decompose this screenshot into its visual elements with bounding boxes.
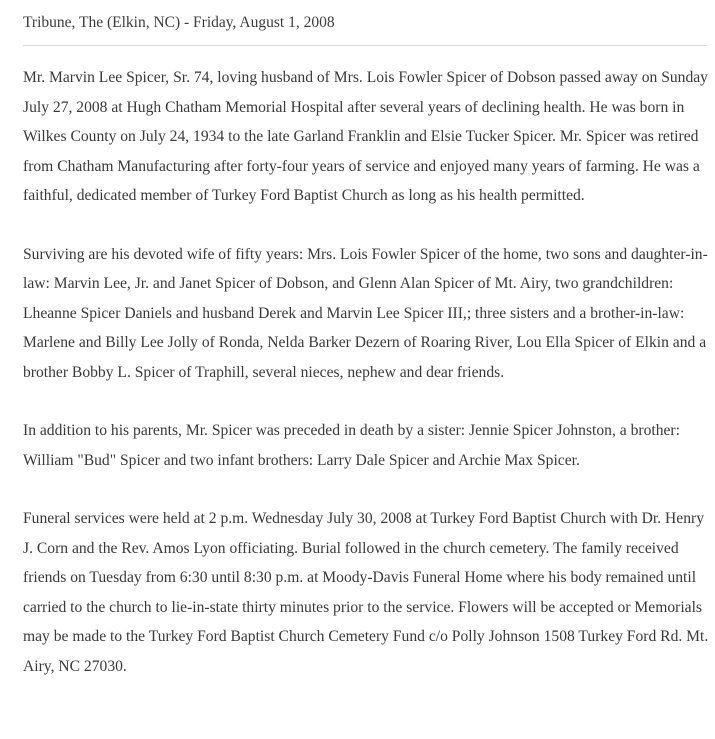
- obituary-body: [23, 63, 713, 681]
- paragraph-preceded: In addition to his parents, Mr. Spicer was preceded in death by a sister: Jennie Spicer Johnston, a brother: William "Bud" Spicer and two infant brothers: Larry Dale Spicer and Archie Max Spicer.: [23, 422, 680, 469]
- paragraph-funeral: Funeral services were held at 2 p.m. Wednesday July 30, 2008 at Turkey Ford Baptist Church with Dr. Henry J. Corn and the Rev. Amos Lyon officiating. Burial followed in the church cemetery. The family received friends on Tuesday from 6:30 until 8:30 p.m. at Moody-Davis Funeral Home where his body remained until carried to the church to lie-in-state thirty minutes prior to the service. Flowers will be accepted or Memorials may be made to the Turkey Ford Baptist Church Cemetery Fund c/o Polly Johnson 1508 Turkey Ford Rd. Mt. Airy, NC 27030.: [23, 510, 709, 675]
- paragraph-survivors: Surviving are his devoted wife of fifty years: Mrs. Lois Fowler Spicer of the home, two sons and daughter-in-law: Marvin Lee, Jr. and Janet Spicer of Dobson, and Glenn Alan Spicer of Mt. Airy, two grandchildren: Lheanne Spicer Daniels and husband Derek and Marvin Lee Spicer III,; three sisters and a brother-in-law: Marlene and Billy Lee Jolly of Ronda, Nelda Barker Dezern of Roaring River, Lou Ella Spicer of Elkin and a brother Bobby L. Spicer of Traphill, several nieces, nephew and dear friends.: [23, 245, 708, 381]
- publication-header: Tribune, The (Elkin, NC) - Friday, August 1, 2008: [23, 14, 335, 31]
- paragraph-biography: Mr. Marvin Lee Spicer, Sr. 74, loving husband of Mrs. Lois Fowler Spicer of Dobson passed away on Sunday July 27, 2008 at Hugh Chatham Memorial Hospital after several years of declining health. He was born in Wilkes County on July 24, 1934 to the late Garland Franklin and Elsie Tucker Spicer. Mr. Spicer was retired from Chatham Manufacturing after forty-four years of service and enjoyed many years of farming. He was a faithful, dedicated member of Turkey Ford Baptist Church as long as his health permitted.: [23, 69, 708, 204]
- header-divider: [23, 45, 707, 46]
